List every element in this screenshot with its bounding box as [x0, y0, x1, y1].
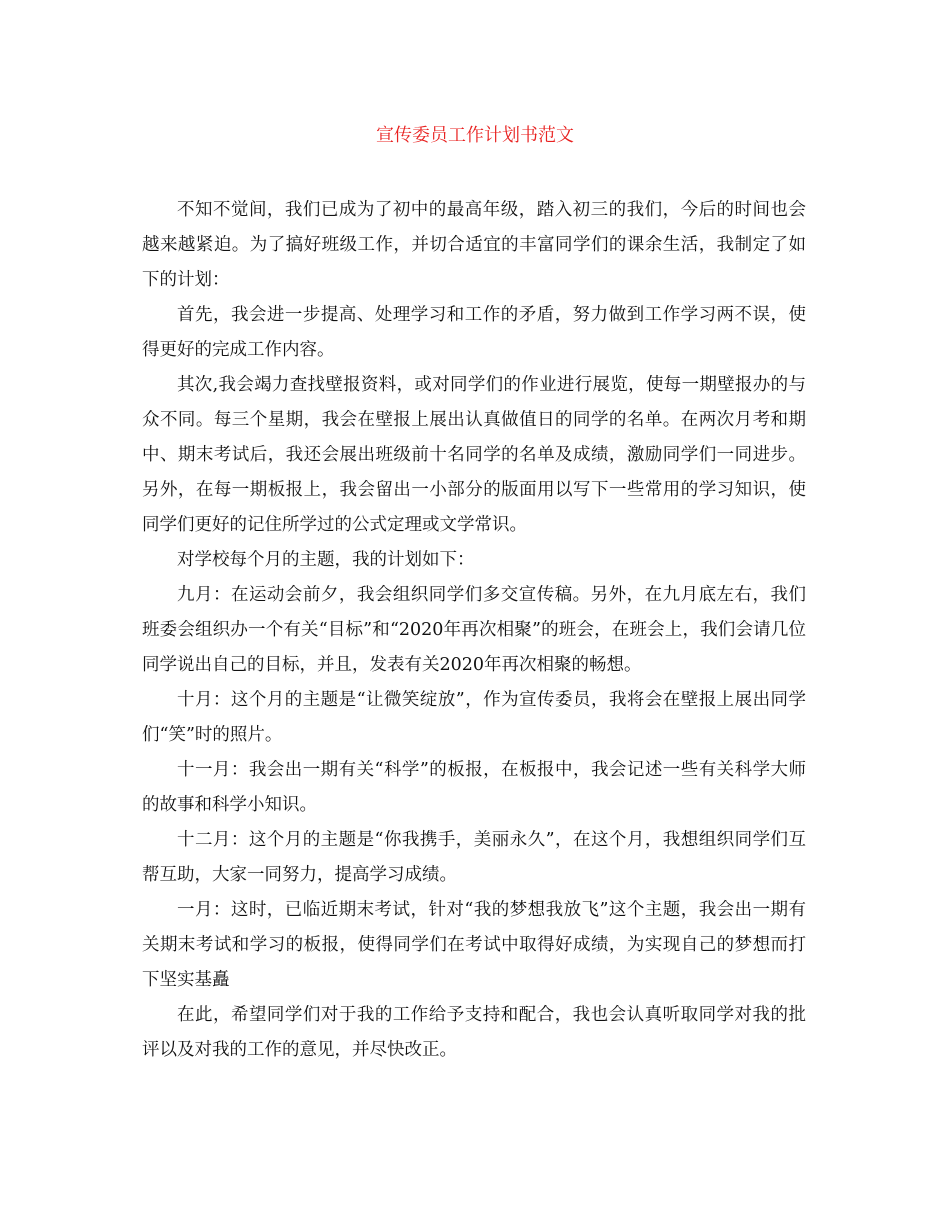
- paragraph-january: 一月：这时，已临近期末考试，针对“我的梦想我放飞”这个主题，我会出一期有关期末考试和学习的板报，使得同学们在考试中取得好成绩，为实现自己的梦想而打下坚实基矗: [142, 900, 806, 990]
- document-title: 宣传委员工作计划书范文: [376, 125, 574, 146]
- document-body: [142, 193, 806, 1068]
- paragraph-october: 十月：这个月的主题是“让微笑绽放”，作为宣传委员，我将会在壁报上展出同学们“笑”时的照片。: [142, 690, 806, 745]
- paragraph-second: 其次,我会竭力查找壁报资料，或对同学们的作业进行展览，使每一期壁报办的与众不同。每三个星期，我会在壁报上展出认真做值日的同学的名单。在两次月考和期中、期末考试后，我还会展出班级前十名同学的名单及成绩，激励同学们一同进步。另外，在每一期板报上，我会留出一小部分的版面用以写下一些常用的学习知识，使同学们更好的记住所学过的公式定理或文学常识。: [142, 375, 806, 535]
- paragraph-first: 首先，我会进一步提高、处理学习和工作的矛盾，努力做到工作学习两不误，使得更好的完成工作内容。: [142, 305, 806, 360]
- paragraph-september: 九月：在运动会前夕，我会组织同学们多交宣传稿。另外，在九月底左右，我们班委会组织办一个有关“目标”和“2020年再次相聚”的班会，在班会上，我们会请几位同学说出自己的目标，并且，发表有关2020年再次相聚的畅想。: [142, 585, 806, 675]
- paragraph-monthly-plan-intro: 对学校每个月的主题，我的计划如下：: [177, 550, 475, 570]
- paragraph-december: 十二月：这个月的主题是“你我携手，美丽永久”，在这个月，我想组织同学们互帮互助，大家一同努力，提高学习成绩。: [142, 830, 806, 885]
- paragraph-closing: 在此，希望同学们对于我的工作给予支持和配合，我也会认真听取同学对我的批评以及对我的工作的意见，并尽快改正。: [142, 1005, 806, 1060]
- paragraph-november: 十一月：我会出一期有关“科学”的板报，在板报中，我会记述一些有关科学大师的故事和科学小知识。: [142, 760, 806, 815]
- paragraph-intro: 不知不觉间，我们已成为了初中的最高年级，踏入初三的我们，今后的时间也会越来越紧迫。为了搞好班级工作，并切合适宜的丰富同学们的课余生活，我制定了如下的计划：: [142, 200, 806, 290]
